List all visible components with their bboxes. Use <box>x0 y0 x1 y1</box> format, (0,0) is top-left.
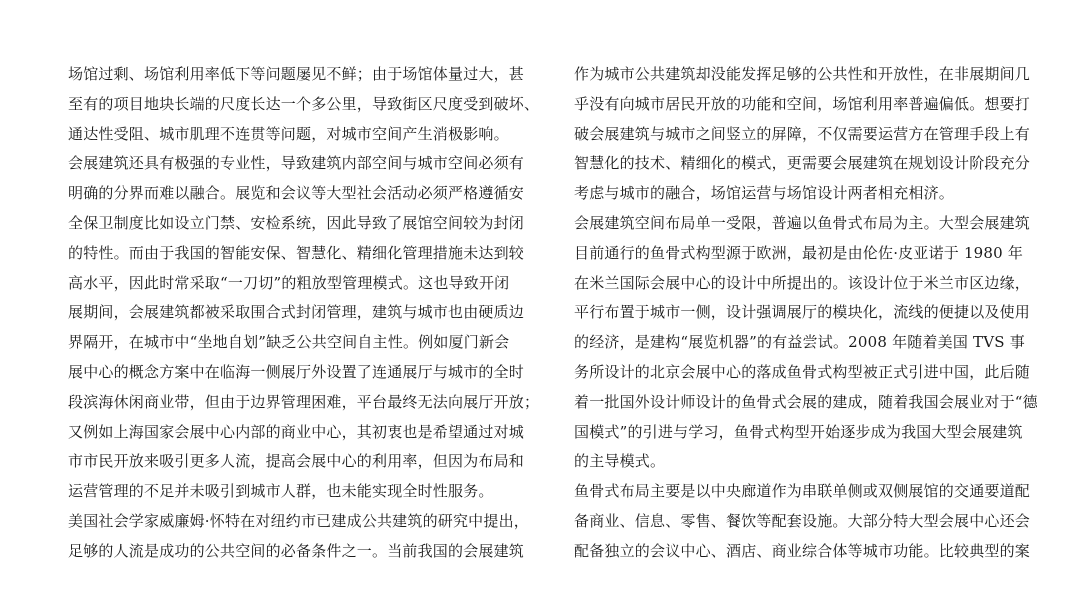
text-line: 务所设计的北京会展中心的落成鱼骨式构型被正式引进中国，此后随 <box>574 362 1031 381</box>
text-line: 运营管理的不足并未吸引到城市人群，也未能实现全时性服务。 <box>68 482 494 501</box>
text-line: 明确的分界而难以融合。展览和会议等大型社会活动必须严格遵循安 <box>68 184 525 203</box>
text-line: 全保卫制度比如设立门禁、安检系统，因此导致了展馆空间较为封闭 <box>68 213 525 232</box>
text-line: 的经济，是建构“展览机器”的有益尝试。2008 年随着美国 TVS 事 <box>574 333 1025 352</box>
text-line: 足够的人流是成功的公共空间的必备条件之一。当前我国的会展建筑 <box>68 541 525 560</box>
text-line: 的特性。而由于我国的智能安保、智慧化、精细化管理措施未达到较 <box>68 243 525 262</box>
text-line: 平行布置于城市一侧，设计强调展厅的模块化，流线的便捷以及使用 <box>574 303 1031 322</box>
text-line: 目前通行的鱼骨式构型源于欧洲，最初是由伦佐·皮亚诺于 1980 年 <box>574 243 1024 262</box>
text-line: 市市民开放来吸引更多人流，提高会展中心的利用率，但因为布局和 <box>68 452 525 471</box>
text-line: 界隔开，在城市中“坐地自划”缺乏公共空间自主性。例如厦门新会 <box>68 333 510 352</box>
right-text-column <box>574 60 1038 567</box>
text-line: 美国社会学家威廉姆·怀特在对纽约市已建成公共建筑的研究中提出， <box>68 511 529 530</box>
text-line: 着一批国外设计师设计的鱼骨式会展的建成，随着我国会展业对于“德 <box>574 392 1038 411</box>
text-line: 破会展建筑与城市之间竖立的屏障，不仅需要运营方在管理手段上有 <box>574 124 1031 143</box>
text-line: 乎没有向城市居民开放的功能和空间，场馆利用率普遍偏低。想要打 <box>574 94 1031 113</box>
text-line: 备商业、信息、零售、餐饮等配套设施。大部分特大型会展中心还会 <box>574 511 1031 530</box>
text-line: 展中心的概念方案中在临海一侧展厅外设置了连通展厅与城市的全时 <box>68 362 525 381</box>
text-line: 场馆过剩、场馆利用率低下等问题屡见不鲜；由于场馆体量过大，甚 <box>68 65 525 83</box>
text-line: 作为城市公共建筑却没能发挥足够的公共性和开放性，在非展期间几 <box>574 65 1031 83</box>
text-line: 会展建筑还具有极强的专业性，导致建筑内部空间与城市空间必须有 <box>68 154 525 173</box>
text-line: 至有的项目地块长端的尺度长达一个多公里，导致街区尺度受到破坏、 <box>68 94 540 113</box>
left-text-column <box>68 60 540 567</box>
text-line: 段滨海休闲商业带，但由于边界管理困难，平台最终无法向展厅开放； <box>68 392 540 411</box>
text-line: 会展建筑空间布局单一受限，普遍以鱼骨式布局为主。大型会展建筑 <box>574 213 1031 232</box>
text-line: 配备独立的会议中心、酒店、商业综合体等城市功能。比较典型的案 <box>574 541 1031 560</box>
text-line: 国模式”的引进与学习，鱼骨式构型开始逐步成为我国大型会展建筑 <box>574 422 1023 441</box>
text-line: 鱼骨式布局主要是以中央廊道作为串联单侧或双侧展馆的交通要道配 <box>574 482 1031 501</box>
text-line: 的主导模式。 <box>574 452 666 471</box>
text-line: 通达性受阻、城市肌理不连贯等问题，对城市空间产生消极影响。 <box>68 124 509 143</box>
text-line: 在米兰国际会展中心的设计中所提出的。该设计位于米兰市区边缘， <box>574 273 1031 292</box>
text-line: 高水平，因此时常采取“一刀切”的粗放型管理模式。这也导致开闭 <box>68 273 510 292</box>
text-line: 智慧化的技术、精细化的模式，更需要会展建筑在规划设计阶段充分 <box>574 154 1031 173</box>
text-line: 又例如上海国家会展中心内部的商业中心，其初衷也是希望通过对城 <box>68 422 525 441</box>
text-line: 展期间，会展建筑都被采取围合式封闭管理，建筑与城市也由硬质边 <box>68 303 525 322</box>
text-line: 考虑与城市的融合，场馆运营与场馆设计两者相充相济。 <box>574 184 955 203</box>
